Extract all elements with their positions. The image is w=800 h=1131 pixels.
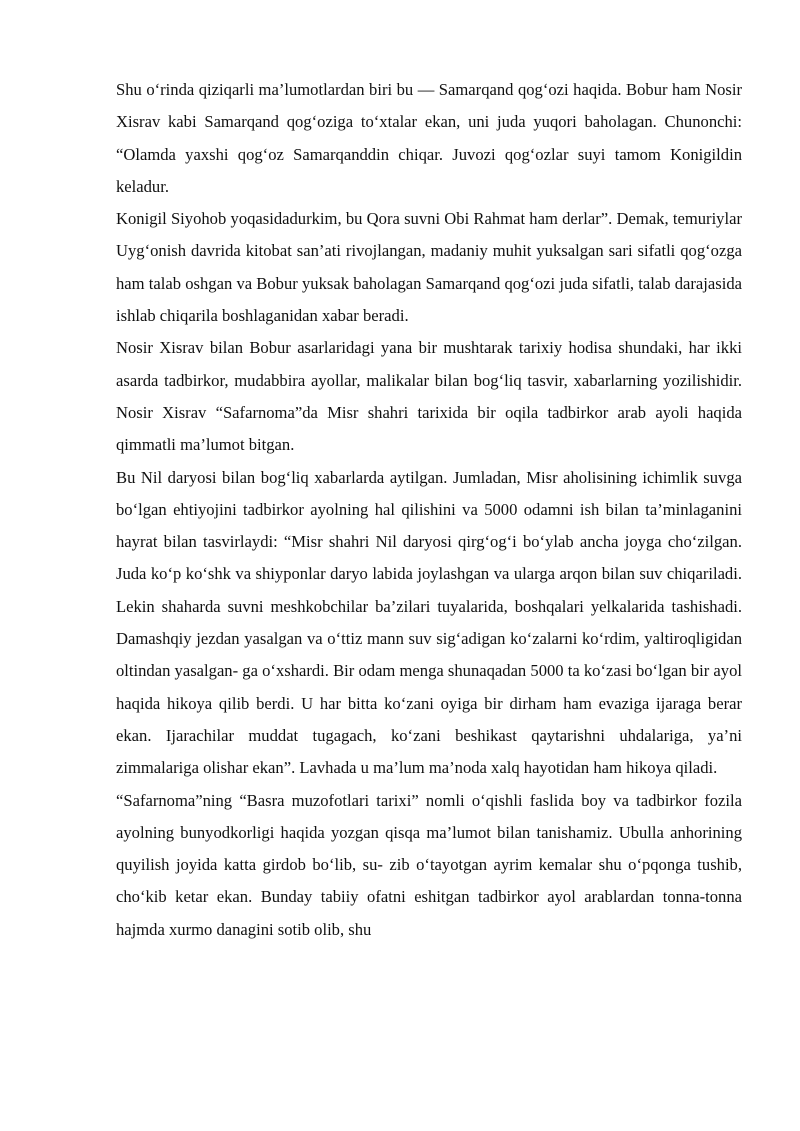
document-page xyxy=(116,74,742,946)
paragraph: Nosir Xisrav bilan Bobur asarlaridagi yana bir mushtarak tarixiy hodisa shundaki, har ikki asarda tadbirkor, mudabbira ayollar, malikalar bilan bog‘liq tasvir, xabarlarning yozilishidir. Nosir Xisrav “Safarnoma”da Misr shahri tarixida bir oqila tadbirkor arab ayoli haqida qimmatli ma’lumot bitgan. xyxy=(116,338,742,455)
paragraph: “Safarnoma”ning “Basra muzofotlari tarixi” nomli o‘qishli faslida boy va tadbirkor fozila ayolning bunyodkorligi haqida yozgan qisqa ma’lumot bilan tanishamiz. Ubulla anhorining quyilish joyida katta girdob bo‘lib, su- zib o‘tayotgan ayrim kemalar shu o‘pqonga tushib, cho‘kib ketar ekan. Bunday tabiiy ofatni eshitgan tadbirkor ayol arablardan tonna-tonna hajmda xurmo danagini sotib olib, shu xyxy=(116,790,742,939)
paragraph: Bu Nil daryosi bilan bog‘liq xabarlarda aytilgan. Jumladan, Misr aholisining ichimlik suvga bo‘lgan ehtiyojini tadbirkor ayolning hal qilishini va 5000 odamni ish bilan ta’minlaganini hayrat bilan tasvirlaydi: “Misr shahri Nil daryosi qirg‘og‘i bo‘ylab ancha joyga cho‘zilgan. Juda ko‘p ko‘shk va shiyponlar daryo labida joylashgan va ularga arqon bilan suv chiqariladi. Lekin shaharda suvni meshkobchilar ba’zilari tuyalarida, boshqalari yelkalarida tashishadi. Damashqiy jezdan yasalgan va o‘ttiz mann suv sig‘adigan ko‘zalarni ko‘rdim, yaltiroqligidan oltindan yasalgan- ga o‘xshardi. Bir odam menga shunaqadan 5000 ta ko‘zasi bo‘lgan bir ayol haqida hikoya qilib berdi. U har bitta ko‘zani oyiga bir dirham ham evaziga ijaraga berar ekan. Ijarachilar muddat tugagach, ko‘zani beshikast qaytarishni uhdalariga, ya’ni zimmalariga olishar ekan”. Lavhada u ma’lum ma’noda xalq hayotidan ham hikoya qiladi. xyxy=(116,467,742,778)
paragraph: Konigil Siyohob yoqasidadurkim, bu Qora suvni Obi Rahmat ham derlar”. Demak, temuriylar Uyg‘onish davrida kitobat san’ati rivojlangan, madaniy muhit yuksalgan sari sifatli qog‘ozga ham talab oshgan va Bobur yuksak baholagan Samarqand qog‘ozi juda sifatli, talab darajasida ishlab chiqarila boshlaganidan xabar beradi. xyxy=(116,209,742,326)
paragraph: Shu o‘rinda qiziqarli ma’lumotlardan biri bu — Samarqand qog‘ozi haqida. Bobur ham Nosir Xisrav kabi Samarqand qog‘oziga to‘xtalar ekan, uni juda yuqori baholagan. Chunonchi: “Olamda yaxshi qog‘oz Samarqanddin chiqar. Juvozi qog‘ozlar suyi tamom Konigildin keladur. xyxy=(116,80,742,196)
